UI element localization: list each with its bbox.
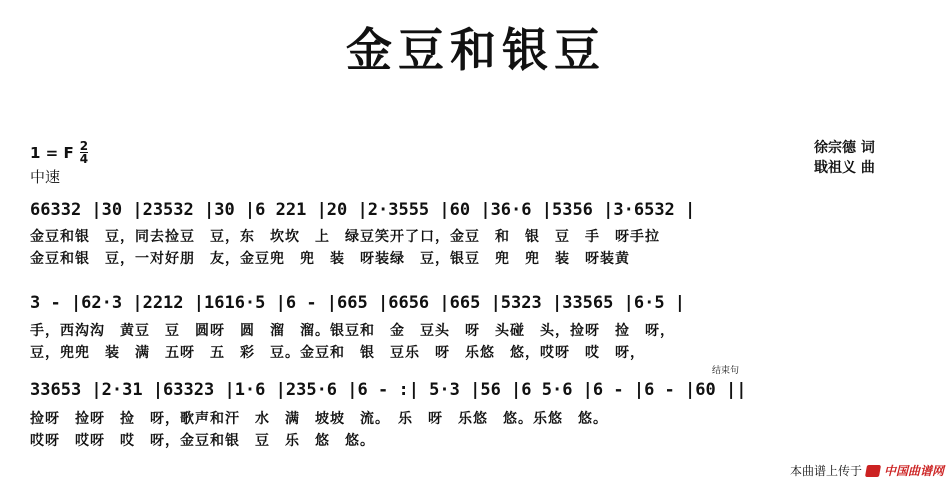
lyrics-line-2a: 手，西沟沟 黄豆 豆 圆呀 圆 溜 溜。银豆和 金 豆头 呀 头碰 头，捡呀 捡 呀，	[30, 323, 675, 339]
lyrics-line-1b: 金豆和银 豆，一对好朋 友，金豆兜 兜 装 呀装绿 豆，银豆 兜 兜 装 呀装黄	[30, 251, 630, 267]
notation-line-1: 66332 |30 |23532 |30 |6 221 |20 |2·3555 |60 |36·6 |5356 |3·6532 |	[30, 200, 696, 220]
lyrics-line-3b: 哎呀 哎呀 哎 呀，金豆和银 豆 乐 悠 悠。	[30, 433, 375, 449]
lyrics-line-1a: 金豆和银 豆，同去捡豆 豆，东 坎坎 上 绿豆笑开了口，金豆 和 银 豆 手 呀手拉	[30, 229, 660, 245]
key-label: 1 = F	[30, 143, 74, 162]
song-title: 金豆和银豆	[346, 23, 606, 77]
composer-credit: 戢祖义 曲	[814, 160, 875, 176]
tempo-marking: 中速	[30, 168, 61, 186]
ending-phrase-marker: 结束句	[712, 366, 740, 376]
notation-line-3: 33653 |2·31 |63323 |1·6 |235·6 |6 - :| 5·3 |56 |6 5·6 |6 - |6 - |60 ||	[30, 380, 747, 400]
lyrics-line-3a: 捡呀 捡呀 捡 呀，歌声和汗 水 满 坡坡 流。 乐 呀 乐悠 悠。乐悠 悠。	[30, 411, 608, 427]
time-signature-bottom: 4	[79, 152, 89, 166]
notation-line-2: 3 - |62·3 |2212 |1616·5 |6 - |665 |6656 |665 |5323 |33565 |6·5 |	[30, 293, 686, 313]
footer-watermark	[790, 462, 944, 479]
key-signature	[30, 140, 88, 165]
lyrics-line-2b: 豆，兜兜 装 满 五呀 五 彩 豆。金豆和 银 豆乐 呀 乐悠 悠，哎呀 哎 呀，	[30, 345, 645, 361]
time-signature	[80, 140, 88, 165]
lyricist-credit: 徐宗德 词	[814, 140, 875, 156]
site-logo-icon	[865, 465, 881, 477]
footer-prefix: 本曲谱上传于	[789, 464, 862, 478]
time-signature-top: 2	[79, 139, 89, 153]
site-name: 中国曲谱网	[883, 464, 944, 478]
